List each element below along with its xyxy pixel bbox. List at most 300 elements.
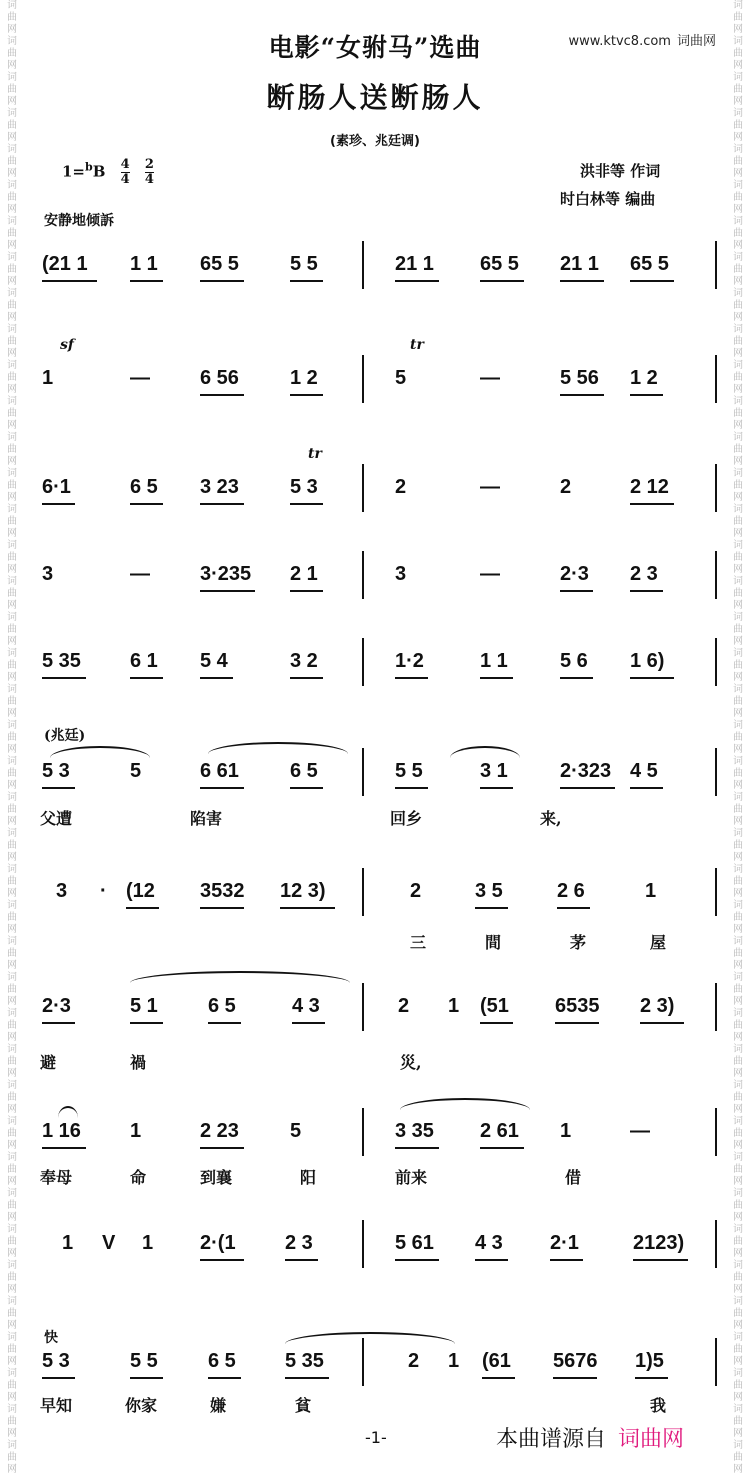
score-line (30, 728, 730, 828)
watermark-glyph: 曲 (733, 1020, 743, 1031)
watermark-glyph: 网 (7, 204, 17, 215)
watermark-glyph: 网 (733, 1284, 743, 1295)
watermark-glyph: 曲 (733, 1236, 743, 1247)
watermark-glyph: 词 (733, 108, 743, 119)
note-group: 4 3 (292, 995, 320, 1017)
watermark-glyph: 网 (733, 636, 743, 647)
note-group: 12 3) (280, 880, 326, 902)
beam-underline (635, 1377, 668, 1379)
watermark-glyph: 词 (7, 108, 17, 119)
watermark-glyph: 曲 (733, 1056, 743, 1067)
watermark-glyph: 网 (733, 1104, 743, 1115)
watermark-glyph: 词 (7, 1080, 17, 1091)
watermark-glyph: 曲 (733, 156, 743, 167)
lyric: 父遭 (40, 809, 73, 828)
note-group: 2 3 (285, 1232, 313, 1254)
watermark-glyph: 网 (733, 888, 743, 899)
note-group: 5 3 (42, 1350, 70, 1372)
note-group: — (480, 563, 500, 585)
bar-line (715, 355, 717, 403)
note-group: 3532 (200, 880, 245, 902)
watermark-glyph: 词 (733, 720, 743, 731)
watermark-glyph: 词 (733, 612, 743, 623)
watermark-glyph: 网 (733, 1428, 743, 1439)
beam-underline (630, 280, 674, 282)
bar-line (362, 983, 364, 1031)
watermark-glyph: 词 (733, 1224, 743, 1235)
watermark-glyph: 词 (7, 504, 17, 515)
beam-underline (395, 787, 428, 789)
lyric: 陷害 (190, 809, 223, 828)
watermark-glyph: 网 (733, 1212, 743, 1223)
watermark-glyph: 词 (733, 1260, 743, 1271)
slur (208, 742, 348, 754)
watermark-glyph: 网 (733, 96, 743, 107)
watermark-glyph: 网 (733, 600, 743, 611)
watermark-glyph: 曲 (7, 840, 17, 851)
slur (130, 971, 350, 983)
beam-underline (395, 1147, 439, 1149)
watermark-glyph: 网 (7, 420, 17, 431)
watermark-glyph: 曲 (7, 1092, 17, 1103)
watermark-glyph: 曲 (733, 912, 743, 923)
beam-underline (130, 280, 163, 282)
note-group: 6·1 (42, 476, 71, 498)
watermark-glyph: 词 (7, 648, 17, 659)
watermark-glyph: 词 (733, 828, 743, 839)
note-group: 3 (42, 563, 54, 585)
lyric: 到襄 (200, 1168, 233, 1187)
beam-underline (480, 677, 513, 679)
beam-underline (560, 677, 593, 679)
watermark-glyph: 网 (733, 852, 743, 863)
performance-mark: tr (308, 446, 322, 462)
watermark-glyph: 网 (7, 672, 17, 683)
beam-underline (200, 590, 255, 592)
beam-underline (42, 677, 86, 679)
watermark-glyph: 曲 (733, 300, 743, 311)
note-group: 1 (560, 1120, 572, 1142)
beam-underline (280, 907, 335, 909)
watermark-glyph: 曲 (733, 48, 743, 59)
watermark-glyph: 词 (733, 1188, 743, 1199)
note-group: 1 (62, 1232, 74, 1254)
beam-underline (290, 503, 323, 505)
watermark-glyph: 词 (733, 1296, 743, 1307)
watermark-glyph: 词 (7, 864, 17, 875)
note-group: 5 5 (290, 253, 318, 275)
note-group: 5 35 (42, 650, 81, 672)
note-group: 65 5 (480, 253, 519, 275)
watermark-glyph: 词 (733, 360, 743, 371)
lyric: 命 (130, 1168, 147, 1187)
watermark-glyph: 网 (733, 1176, 743, 1187)
note-group: 6 5 (208, 1350, 236, 1372)
watermark-glyph: 网 (733, 1248, 743, 1259)
page-number: -1- (365, 1428, 387, 1447)
watermark-glyph: 词 (733, 0, 743, 11)
lyric: 阳 (300, 1168, 317, 1187)
watermark-glyph: 曲 (733, 480, 743, 491)
beam-underline (200, 907, 244, 909)
watermark-glyph: 网 (733, 60, 743, 71)
watermark-glyph: 网 (7, 996, 17, 1007)
lyric: 奉母 (40, 1168, 73, 1187)
note-group: 6 1 (130, 650, 158, 672)
watermark-glyph: 曲 (7, 1128, 17, 1139)
watermark-glyph: 网 (733, 348, 743, 359)
watermark-glyph: 词 (7, 360, 17, 371)
watermark-glyph: 词 (7, 396, 17, 407)
note-group: 5 (395, 367, 407, 389)
beam-underline (200, 787, 244, 789)
note-group: 1 (645, 880, 657, 902)
watermark-glyph: 网 (7, 600, 17, 611)
watermark-glyph: 词 (733, 504, 743, 515)
lyric: 貧 (295, 1396, 312, 1415)
watermark-glyph: 曲 (733, 588, 743, 599)
note-group: 2 12 (630, 476, 669, 498)
watermark-glyph: 词 (7, 756, 17, 767)
lyric: 前来 (395, 1168, 428, 1187)
watermark-glyph: 词 (7, 540, 17, 551)
beam-underline (630, 394, 663, 396)
watermark-glyph: 曲 (7, 876, 17, 887)
beam-underline (560, 394, 604, 396)
lyric: 你家 (125, 1396, 158, 1415)
beam-underline (560, 787, 615, 789)
beam-underline (480, 1022, 513, 1024)
beam-underline (395, 677, 428, 679)
watermark-glyph: 曲 (7, 552, 17, 563)
watermark-glyph: 网 (7, 348, 17, 359)
score-line (30, 446, 730, 516)
beam-underline (633, 1259, 688, 1261)
note-group: 1 6) (630, 650, 665, 672)
watermark-glyph: 词 (7, 216, 17, 227)
watermark-glyph: 网 (733, 960, 743, 971)
note-group: 2·(1 (200, 1232, 236, 1254)
note-group: (12 (126, 880, 155, 902)
note-group: 65 5 (200, 253, 239, 275)
watermark-glyph: 网 (7, 1068, 17, 1079)
note-group: — (130, 563, 150, 585)
watermark-glyph: 曲 (7, 732, 17, 743)
beam-underline (290, 280, 323, 282)
watermark-glyph: 网 (7, 780, 17, 791)
note-group: 2 (398, 995, 410, 1017)
beam-underline (290, 590, 323, 592)
note-group: (21 1 (42, 253, 88, 275)
watermark-glyph: 曲 (733, 1092, 743, 1103)
note-group: 2 (395, 476, 407, 498)
note-group: 6 5 (130, 476, 158, 498)
bar-line (362, 1220, 364, 1268)
note-group: 5 (290, 1120, 302, 1142)
slur (400, 1098, 530, 1110)
watermark-glyph: 曲 (733, 336, 743, 347)
watermark-glyph: 词 (733, 540, 743, 551)
watermark-glyph: 曲 (7, 336, 17, 347)
watermark-glyph: 网 (7, 276, 17, 287)
beam-underline (480, 1147, 524, 1149)
bar-line (362, 1338, 364, 1386)
watermark-glyph: 词 (733, 1440, 743, 1451)
watermark-glyph: 网 (733, 132, 743, 143)
watermark-glyph: 网 (7, 1248, 17, 1259)
bar-line (362, 748, 364, 796)
watermark-glyph: 曲 (733, 516, 743, 527)
note-group: 2 6 (557, 880, 585, 902)
beam-underline (285, 1377, 329, 1379)
beam-underline (553, 1377, 597, 1379)
watermark-glyph: 网 (7, 1320, 17, 1331)
watermark-glyph: 曲 (733, 840, 743, 851)
watermark-glyph: 曲 (733, 768, 743, 779)
watermark-glyph: 词 (7, 720, 17, 731)
lyricist-credit: 洪非等 作词 (580, 162, 661, 180)
watermark-glyph: 词 (733, 1332, 743, 1343)
beam-underline (292, 1022, 325, 1024)
watermark-glyph: 词 (7, 936, 17, 947)
source-site: 词曲网 (618, 1427, 685, 1452)
watermark-glyph: 网 (733, 1068, 743, 1079)
beam-underline (555, 1022, 599, 1024)
score-line (30, 995, 730, 1072)
beam-underline (200, 280, 244, 282)
watermark-glyph: 曲 (7, 156, 17, 167)
watermark-glyph: 曲 (7, 660, 17, 671)
watermark-glyph: 词 (733, 792, 743, 803)
watermark-glyph: 曲 (7, 912, 17, 923)
note-group: 2123) (633, 1232, 685, 1254)
watermark-glyph: 曲 (733, 408, 743, 419)
lyric: 三 (410, 933, 427, 952)
note-group: — (480, 367, 500, 389)
watermark-glyph: 曲 (7, 1020, 17, 1031)
score-line (30, 1232, 730, 1272)
watermark-glyph: 词 (733, 1044, 743, 1055)
bar-line (362, 638, 364, 686)
bar-line (715, 868, 717, 916)
watermark-glyph: 曲 (7, 1452, 17, 1463)
tempo-marking: 安静地倾訴 (44, 213, 114, 229)
watermark-glyph: 曲 (7, 372, 17, 383)
bar-line (715, 464, 717, 512)
beam-underline (42, 280, 97, 282)
watermark-glyph: 网 (733, 492, 743, 503)
beam-underline (290, 394, 323, 396)
beam-underline (130, 1022, 163, 1024)
watermark-glyph: 词 (7, 1188, 17, 1199)
beam-underline (130, 1377, 163, 1379)
watermark-glyph: 网 (7, 816, 17, 827)
watermark-glyph: 曲 (7, 1272, 17, 1283)
score-line (30, 253, 730, 293)
watermark-glyph: 网 (7, 1176, 17, 1187)
watermark-glyph: 词 (7, 972, 17, 983)
site-name: 词曲网 (676, 34, 716, 49)
bar-line (715, 638, 717, 686)
watermark-glyph: 词 (7, 144, 17, 155)
note-group: 6 61 (200, 760, 239, 782)
bar-line (362, 1108, 364, 1156)
bar-line (362, 868, 364, 916)
note-group: 5 3 (290, 476, 318, 498)
watermark-glyph: 词 (733, 576, 743, 587)
watermark-glyph: 词 (733, 288, 743, 299)
beam-underline (130, 503, 163, 505)
note-group: 2 1 (290, 563, 318, 585)
beam-underline (42, 1147, 86, 1149)
watermark-glyph: 词 (7, 684, 17, 695)
watermark-glyph: 曲 (7, 120, 17, 131)
key-note: B (92, 162, 106, 181)
time-signature-2: $\frac{2}{4}$ (144, 157, 154, 187)
score-line (30, 650, 730, 690)
note-group: 1·2 (395, 650, 424, 672)
watermark-glyph: 词 (7, 828, 17, 839)
note-group: 1)5 (635, 1350, 664, 1372)
note-group: 21 1 (560, 253, 599, 275)
watermark-glyph: 词 (7, 36, 17, 47)
beam-underline (200, 677, 233, 679)
note-group: 1 16 (42, 1120, 81, 1142)
watermark-glyph: 词 (7, 612, 17, 623)
watermark-glyph: 曲 (733, 1200, 743, 1211)
source-credit (496, 1422, 684, 1453)
watermark-glyph: 曲 (733, 804, 743, 815)
watermark-glyph: 曲 (7, 588, 17, 599)
lyric: 災, (400, 1053, 422, 1072)
beam-underline (480, 280, 524, 282)
watermark-glyph: 网 (7, 1428, 17, 1439)
note-group: 1 1 (480, 650, 508, 672)
beam-underline (42, 1377, 75, 1379)
note-group: 5 5 (130, 1350, 158, 1372)
note-group: 3 1 (480, 760, 508, 782)
watermark-glyph: 网 (733, 240, 743, 251)
performance-mark: tr (410, 337, 424, 353)
note-group: 2 61 (480, 1120, 519, 1142)
watermark-glyph: 曲 (733, 12, 743, 23)
note-group: 5 1 (130, 995, 158, 1017)
watermark-glyph: 曲 (7, 408, 17, 419)
watermark-glyph: 网 (7, 924, 17, 935)
watermark-glyph: 词 (733, 468, 743, 479)
watermark-glyph: 曲 (733, 1128, 743, 1139)
note-group: 5 6 (560, 650, 588, 672)
watermark-glyph: 词 (7, 468, 17, 479)
beam-underline (557, 907, 590, 909)
slur (50, 746, 150, 758)
watermark-glyph: 曲 (733, 84, 743, 95)
lyric: 禍 (130, 1053, 147, 1072)
watermark-glyph: 网 (733, 996, 743, 1007)
watermark-glyph: 网 (7, 1392, 17, 1403)
watermark-glyph: 词 (7, 432, 17, 443)
watermark-glyph: 网 (7, 888, 17, 899)
watermark-glyph: 曲 (7, 768, 17, 779)
note-group: 3 5 (475, 880, 503, 902)
beam-underline (285, 1259, 318, 1261)
beam-underline (208, 1022, 241, 1024)
watermark-glyph: 网 (733, 420, 743, 431)
slur (58, 1106, 78, 1118)
lyric: 来, (540, 809, 562, 828)
watermark-glyph: 曲 (7, 300, 17, 311)
note-group: 5676 (553, 1350, 598, 1372)
note-group: 5 35 (285, 1350, 324, 1372)
note-group: (61 (482, 1350, 511, 1372)
watermark-glyph: 曲 (733, 660, 743, 671)
watermark-glyph: 网 (7, 1032, 17, 1043)
beam-underline (200, 1259, 244, 1261)
watermark-glyph: 曲 (733, 264, 743, 275)
beam-underline (126, 907, 159, 909)
beam-underline (200, 1147, 244, 1149)
watermark-glyph: 曲 (733, 1452, 743, 1463)
note-group: 1 1 (130, 253, 158, 275)
note-group: 2 (408, 1350, 420, 1372)
bar-line (715, 1108, 717, 1156)
watermark-glyph: 网 (733, 1356, 743, 1367)
watermark-glyph: 词 (733, 1008, 743, 1019)
note-group: — (630, 1120, 650, 1142)
watermark-glyph: 网 (733, 204, 743, 215)
note-group: 6 5 (290, 760, 318, 782)
note-group: 2 3 (630, 563, 658, 585)
slur (450, 746, 520, 758)
watermark-glyph: 曲 (7, 516, 17, 527)
watermark-glyph: 网 (733, 312, 743, 323)
watermark-glyph: 曲 (7, 948, 17, 959)
watermark-glyph: 词 (7, 576, 17, 587)
note-group: 5 5 (395, 760, 423, 782)
watermark-glyph: 曲 (733, 1164, 743, 1175)
watermark-glyph: 网 (7, 60, 17, 71)
lyric: 間 (485, 933, 502, 952)
watermark-glyph: 网 (7, 96, 17, 107)
watermark-glyph: 曲 (733, 372, 743, 383)
beam-underline (550, 1259, 583, 1261)
watermark-glyph: 曲 (733, 1416, 743, 1427)
watermark-glyph: 网 (733, 384, 743, 395)
site-url: www.ktvc8.com (568, 34, 671, 49)
note-group: 6 56 (200, 367, 239, 389)
performance-mark: sf (60, 337, 74, 353)
watermark-glyph: 词 (7, 1044, 17, 1055)
watermark-glyph: 词 (7, 1368, 17, 1379)
note-group: — (480, 476, 500, 498)
watermark-glyph: 网 (7, 564, 17, 575)
lyric: 避 (40, 1053, 57, 1072)
beam-underline (395, 280, 439, 282)
lyric: 屋 (650, 933, 667, 952)
watermark-glyph: 曲 (7, 48, 17, 59)
watermark-glyph: 词 (733, 144, 743, 155)
bar-line (362, 355, 364, 403)
lyric: 回乡 (390, 809, 423, 828)
watermark-glyph: 词 (733, 1404, 743, 1415)
watermark-glyph: 网 (733, 816, 743, 827)
watermark-glyph: 曲 (7, 1380, 17, 1391)
watermark-glyph: 曲 (7, 804, 17, 815)
watermark-glyph: 曲 (7, 1200, 17, 1211)
score-line (30, 1120, 730, 1187)
note-group: V (102, 1232, 116, 1254)
watermark-glyph: 词 (733, 432, 743, 443)
